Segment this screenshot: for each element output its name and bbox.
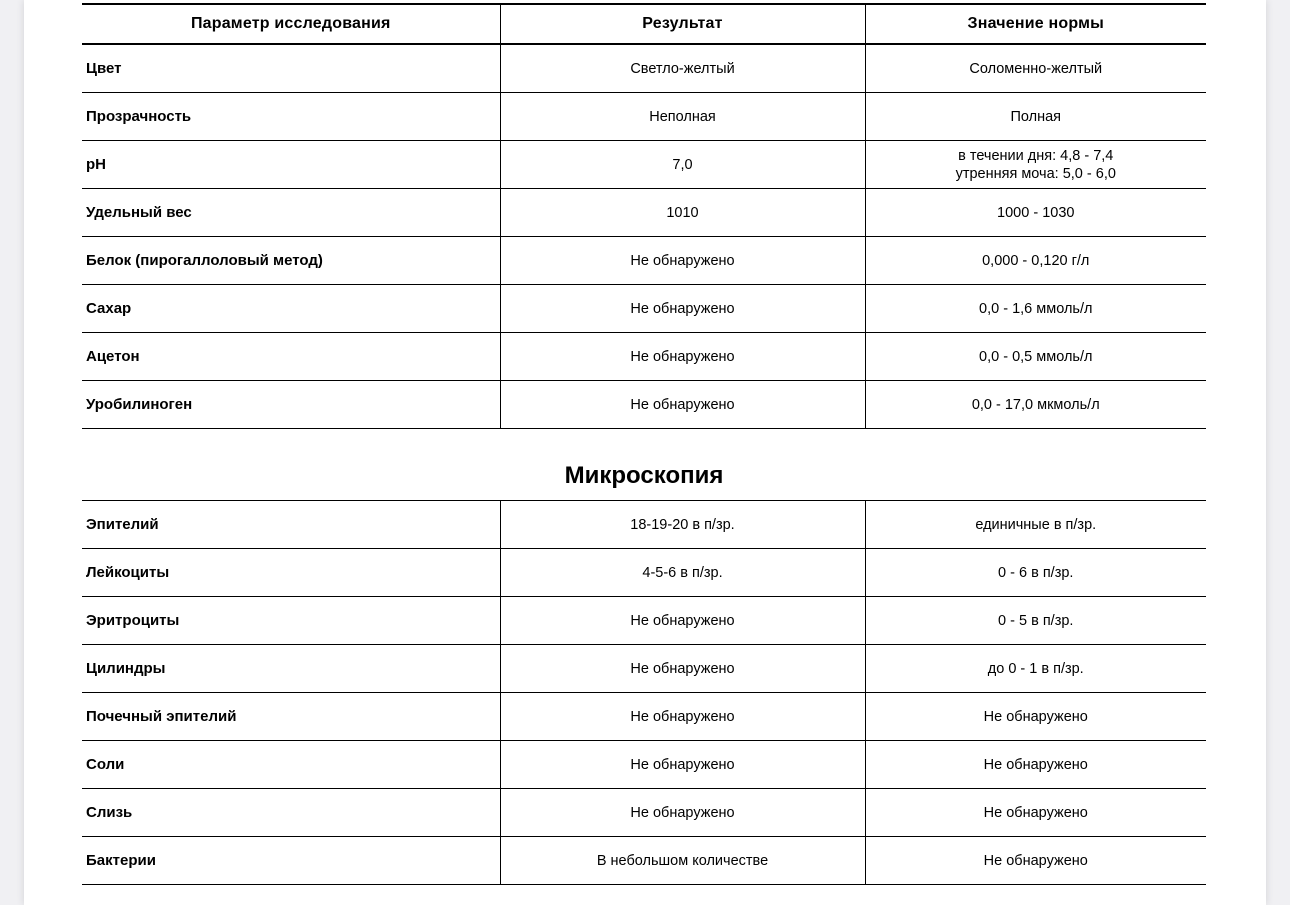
result-cell: Не обнаружено: [500, 645, 865, 693]
reference-cell: 0,0 - 1,6 ммоль/л: [865, 285, 1206, 333]
parameter-cell: Удельный вес: [82, 189, 500, 237]
table-row: [82, 645, 1206, 693]
result-cell: 4-5-6 в п/зр.: [500, 549, 865, 597]
reference-cell: 0 - 6 в п/зр.: [865, 549, 1206, 597]
reference-cell: Не обнаружено: [865, 693, 1206, 741]
header-reference: Значение нормы: [865, 4, 1206, 44]
result-cell: Не обнаружено: [500, 333, 865, 381]
reference-cell: [865, 141, 1206, 189]
table-row: [82, 237, 1206, 285]
result-cell: 1010: [500, 189, 865, 237]
reference-cell: 1000 - 1030: [865, 189, 1206, 237]
table-row: [82, 741, 1206, 789]
reference-cell: Не обнаружено: [865, 837, 1206, 885]
parameter-cell: Уробилиноген: [82, 381, 500, 429]
result-cell: Не обнаружено: [500, 285, 865, 333]
reference-line-morning: утренняя моча: 5,0 - 6,0: [955, 165, 1116, 182]
parameter-cell: pH: [82, 141, 500, 189]
parameter-cell: Прозрачность: [82, 93, 500, 141]
reference-cell: Полная: [865, 93, 1206, 141]
table-row: [82, 381, 1206, 429]
section-title-microscopy: Микроскопия: [564, 462, 724, 489]
reference-cell: Соломенно-желтый: [865, 44, 1206, 93]
reference-cell: до 0 - 1 в п/зр.: [865, 645, 1206, 693]
table-row: [82, 789, 1206, 837]
parameter-cell: Ацетон: [82, 333, 500, 381]
result-cell: Не обнаружено: [500, 381, 865, 429]
header-result: Результат: [500, 4, 865, 44]
result-cell: Не обнаружено: [500, 597, 865, 645]
parameter-cell: Сахар: [82, 285, 500, 333]
table-row: [82, 93, 1206, 141]
table-row: [82, 285, 1206, 333]
parameter-cell: Лейкоциты: [82, 549, 500, 597]
result-cell: Не обнаружено: [500, 237, 865, 285]
report-page: [24, 0, 1266, 905]
parameter-cell: Эритроциты: [82, 597, 500, 645]
table-header-row: [82, 4, 1206, 44]
parameter-cell: Белок (пирогаллоловый метод): [82, 237, 500, 285]
reference-cell: единичные в п/зр.: [865, 501, 1206, 549]
reference-cell: 0,0 - 17,0 мкмоль/л: [865, 381, 1206, 429]
parameter-cell: Цвет: [82, 44, 500, 93]
header-parameter: Параметр исследования: [82, 4, 500, 44]
reference-cell: 0 - 5 в п/зр.: [865, 597, 1206, 645]
table-row: [82, 141, 1206, 189]
result-cell: Светло-желтый: [500, 44, 865, 93]
parameter-cell: Слизь: [82, 789, 500, 837]
result-cell: Неполная: [500, 93, 865, 141]
parameter-cell: Эпителий: [82, 501, 500, 549]
table-row: [82, 189, 1206, 237]
reference-cell: 0,0 - 0,5 ммоль/л: [865, 333, 1206, 381]
table-row: [82, 501, 1206, 549]
result-cell: 7,0: [500, 141, 865, 189]
table-row: [82, 333, 1206, 381]
reference-line-day: в течении дня: 4,8 - 7,4: [958, 147, 1114, 164]
table-row: [82, 44, 1206, 93]
result-cell: Не обнаружено: [500, 693, 865, 741]
urinalysis-table: [82, 3, 1206, 429]
table-row: [82, 549, 1206, 597]
reference-cell: 0,000 - 0,120 г/л: [865, 237, 1206, 285]
table-row: [82, 597, 1206, 645]
table-row: [82, 693, 1206, 741]
parameter-cell: Соли: [82, 741, 500, 789]
parameter-cell: Почечный эпителий: [82, 693, 500, 741]
result-cell: 18-19-20 в п/зр.: [500, 501, 865, 549]
table-row: [82, 837, 1206, 885]
reference-cell: Не обнаружено: [865, 789, 1206, 837]
parameter-cell: Бактерии: [82, 837, 500, 885]
result-cell: В небольшом количестве: [500, 837, 865, 885]
parameter-cell: Цилиндры: [82, 645, 500, 693]
result-cell: Не обнаружено: [500, 789, 865, 837]
microscopy-table: [82, 500, 1206, 885]
result-cell: Не обнаружено: [500, 741, 865, 789]
reference-cell: Не обнаружено: [865, 741, 1206, 789]
